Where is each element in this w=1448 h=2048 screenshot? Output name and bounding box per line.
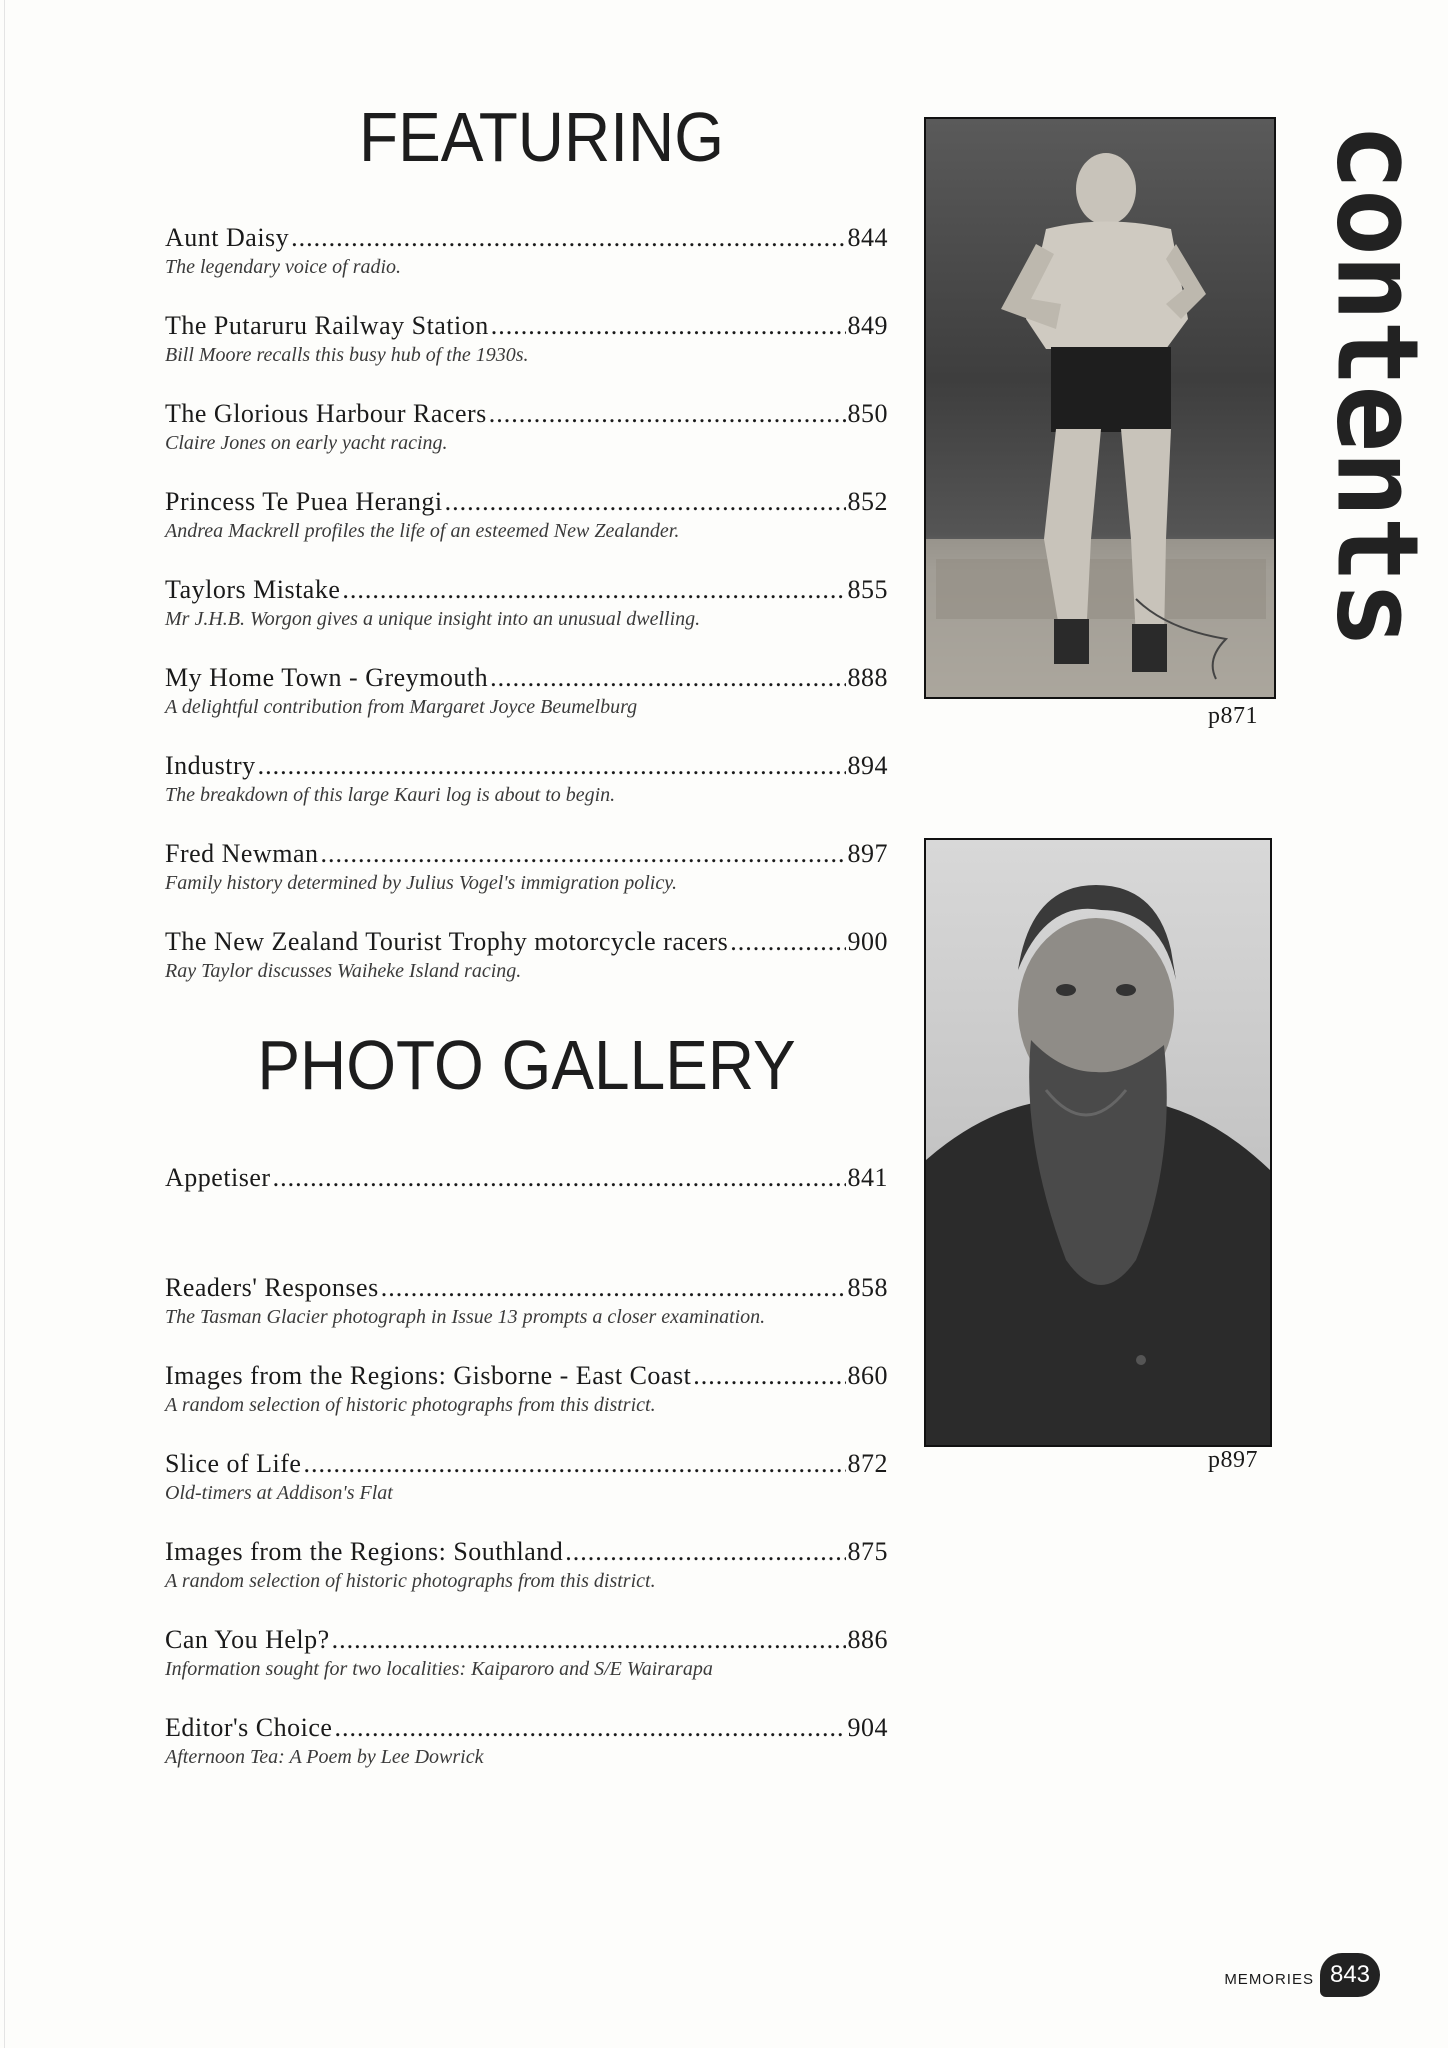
entry-page: 886 xyxy=(847,1625,888,1654)
entry-title: Fred Newman xyxy=(165,839,319,868)
toc-entry[interactable] xyxy=(165,1272,888,1330)
magazine-name: MEMORIES xyxy=(1224,1970,1314,1988)
entry-subtitle: Afternoon Tea: A Poem by Lee Dowrick xyxy=(165,1746,484,1768)
contents-side-title xyxy=(1312,115,1442,655)
featuring-list xyxy=(165,222,888,984)
gallery-list xyxy=(165,1162,888,1770)
entry-subtitle: The breakdown of this large Kauri log is about to begin. xyxy=(165,784,616,806)
toc-entry[interactable] xyxy=(165,1536,888,1594)
entry-page: 852 xyxy=(847,487,888,516)
toc-entry[interactable] xyxy=(165,1624,888,1682)
portrait-photo xyxy=(924,838,1272,1447)
entry-subtitle: Ray Taylor discusses Waiheke Island racing. xyxy=(165,960,522,982)
portrait-illustration xyxy=(926,840,1270,1445)
toc-entry[interactable] xyxy=(165,574,888,632)
toc-entry[interactable] xyxy=(165,1448,888,1506)
toc-entry[interactable] xyxy=(165,1712,888,1770)
entry-subtitle: The legendary voice of radio. xyxy=(165,256,402,278)
boxer-photo xyxy=(924,117,1276,699)
entry-subtitle: Family history determined by Julius Vogel's immigration policy. xyxy=(165,872,677,894)
toc-entry[interactable] xyxy=(165,662,888,720)
contents-column xyxy=(165,100,888,1800)
entry-subtitle: Information sought for two localities: Kaiparoro and S/E Wairarapa xyxy=(165,1658,713,1680)
photo-gallery-heading: PHOTO GALLERY xyxy=(257,1026,796,1104)
entry-title: Can You Help? xyxy=(165,1625,330,1654)
entry-subtitle: Claire Jones on early yacht racing. xyxy=(165,432,448,454)
toc-entry[interactable] xyxy=(165,926,888,984)
entry-title: The Glorious Harbour Racers xyxy=(165,399,487,428)
entry-page: 858 xyxy=(847,1273,888,1302)
entry-title: Images from the Regions: Gisborne - East Coast xyxy=(165,1361,692,1390)
leader-dots xyxy=(342,574,845,606)
page-number-badge: 843 xyxy=(1320,1953,1380,1997)
leader-dots xyxy=(491,310,846,342)
side-title-text: contents xyxy=(1312,123,1442,647)
entry-title: Images from the Regions: Southland xyxy=(165,1537,564,1566)
leader-dots xyxy=(273,1162,846,1194)
entry-page: 888 xyxy=(847,663,888,692)
entry-title: Appetiser xyxy=(165,1163,271,1192)
photo-caption: p897 xyxy=(1208,1447,1258,1473)
page-edge xyxy=(4,0,5,2048)
entry-title: The New Zealand Tourist Trophy motorcycle racers xyxy=(165,927,729,956)
entry-subtitle: Old-timers at Addison's Flat xyxy=(165,1482,393,1504)
toc-entry[interactable] xyxy=(165,750,888,808)
leader-dots xyxy=(303,1448,845,1480)
entry-title: The Putaruru Railway Station xyxy=(165,311,489,340)
toc-entry[interactable] xyxy=(165,486,888,544)
entry-subtitle: Mr J.H.B. Worgon gives a unique insight into an unusual dwelling. xyxy=(165,608,701,630)
entry-page: 841 xyxy=(847,1163,888,1192)
leader-dots xyxy=(490,662,845,694)
entry-page: 850 xyxy=(847,399,888,428)
entry-page: 875 xyxy=(847,1537,888,1566)
entry-title: Industry xyxy=(165,751,256,780)
entry-page: 844 xyxy=(847,223,888,252)
entry-page: 860 xyxy=(847,1361,888,1390)
entry-title: Editor's Choice xyxy=(165,1713,333,1742)
featuring-heading: FEATURING xyxy=(358,98,725,176)
page-footer xyxy=(1224,1953,1380,1997)
entry-title: Princess Te Puea Herangi xyxy=(165,487,443,516)
toc-entry[interactable] xyxy=(165,398,888,456)
entry-title: Slice of Life xyxy=(165,1449,302,1478)
entry-page: 855 xyxy=(847,575,888,604)
toc-entry[interactable] xyxy=(165,310,888,368)
leader-dots xyxy=(291,222,845,254)
boxer-illustration xyxy=(926,119,1274,697)
entry-page: 849 xyxy=(847,311,888,340)
entry-subtitle: A random selection of historic photographs from this district. xyxy=(165,1570,656,1592)
leader-dots xyxy=(332,1624,846,1656)
leader-dots xyxy=(258,750,846,782)
entry-title: Aunt Daisy xyxy=(165,223,290,252)
entry-title: My Home Town - Greymouth xyxy=(165,663,489,692)
entry-page: 897 xyxy=(847,839,888,868)
entry-title: Taylors Mistake xyxy=(165,575,341,604)
leader-dots xyxy=(445,486,846,518)
leader-dots xyxy=(334,1712,845,1744)
toc-entry[interactable] xyxy=(165,222,888,280)
entry-subtitle: Andrea Mackrell profiles the life of an esteemed New Zealander. xyxy=(165,520,680,542)
leader-dots xyxy=(730,926,845,958)
entry-title: Readers' Responses xyxy=(165,1273,379,1302)
leader-dots xyxy=(381,1272,846,1304)
leader-dots xyxy=(565,1536,845,1568)
toc-entry[interactable] xyxy=(165,1360,888,1418)
entry-page: 872 xyxy=(847,1449,888,1478)
photo-caption: p871 xyxy=(1208,703,1258,729)
toc-entry[interactable] xyxy=(165,838,888,896)
entry-page: 904 xyxy=(847,1713,888,1742)
leader-dots xyxy=(489,398,846,430)
entry-subtitle: A random selection of historic photographs from this district. xyxy=(165,1394,656,1416)
entry-subtitle: A delightful contribution from Margaret Joyce Beumelburg xyxy=(165,696,638,718)
entry-page: 894 xyxy=(847,751,888,780)
entry-page: 900 xyxy=(847,927,888,956)
entry-subtitle: The Tasman Glacier photograph in Issue 13 prompts a closer examination. xyxy=(165,1306,766,1328)
entry-subtitle: Bill Moore recalls this busy hub of the 1930s. xyxy=(165,344,529,366)
leader-dots xyxy=(321,838,846,870)
entry-gap xyxy=(165,1194,888,1242)
leader-dots xyxy=(693,1360,845,1392)
toc-entry[interactable] xyxy=(165,1162,888,1242)
